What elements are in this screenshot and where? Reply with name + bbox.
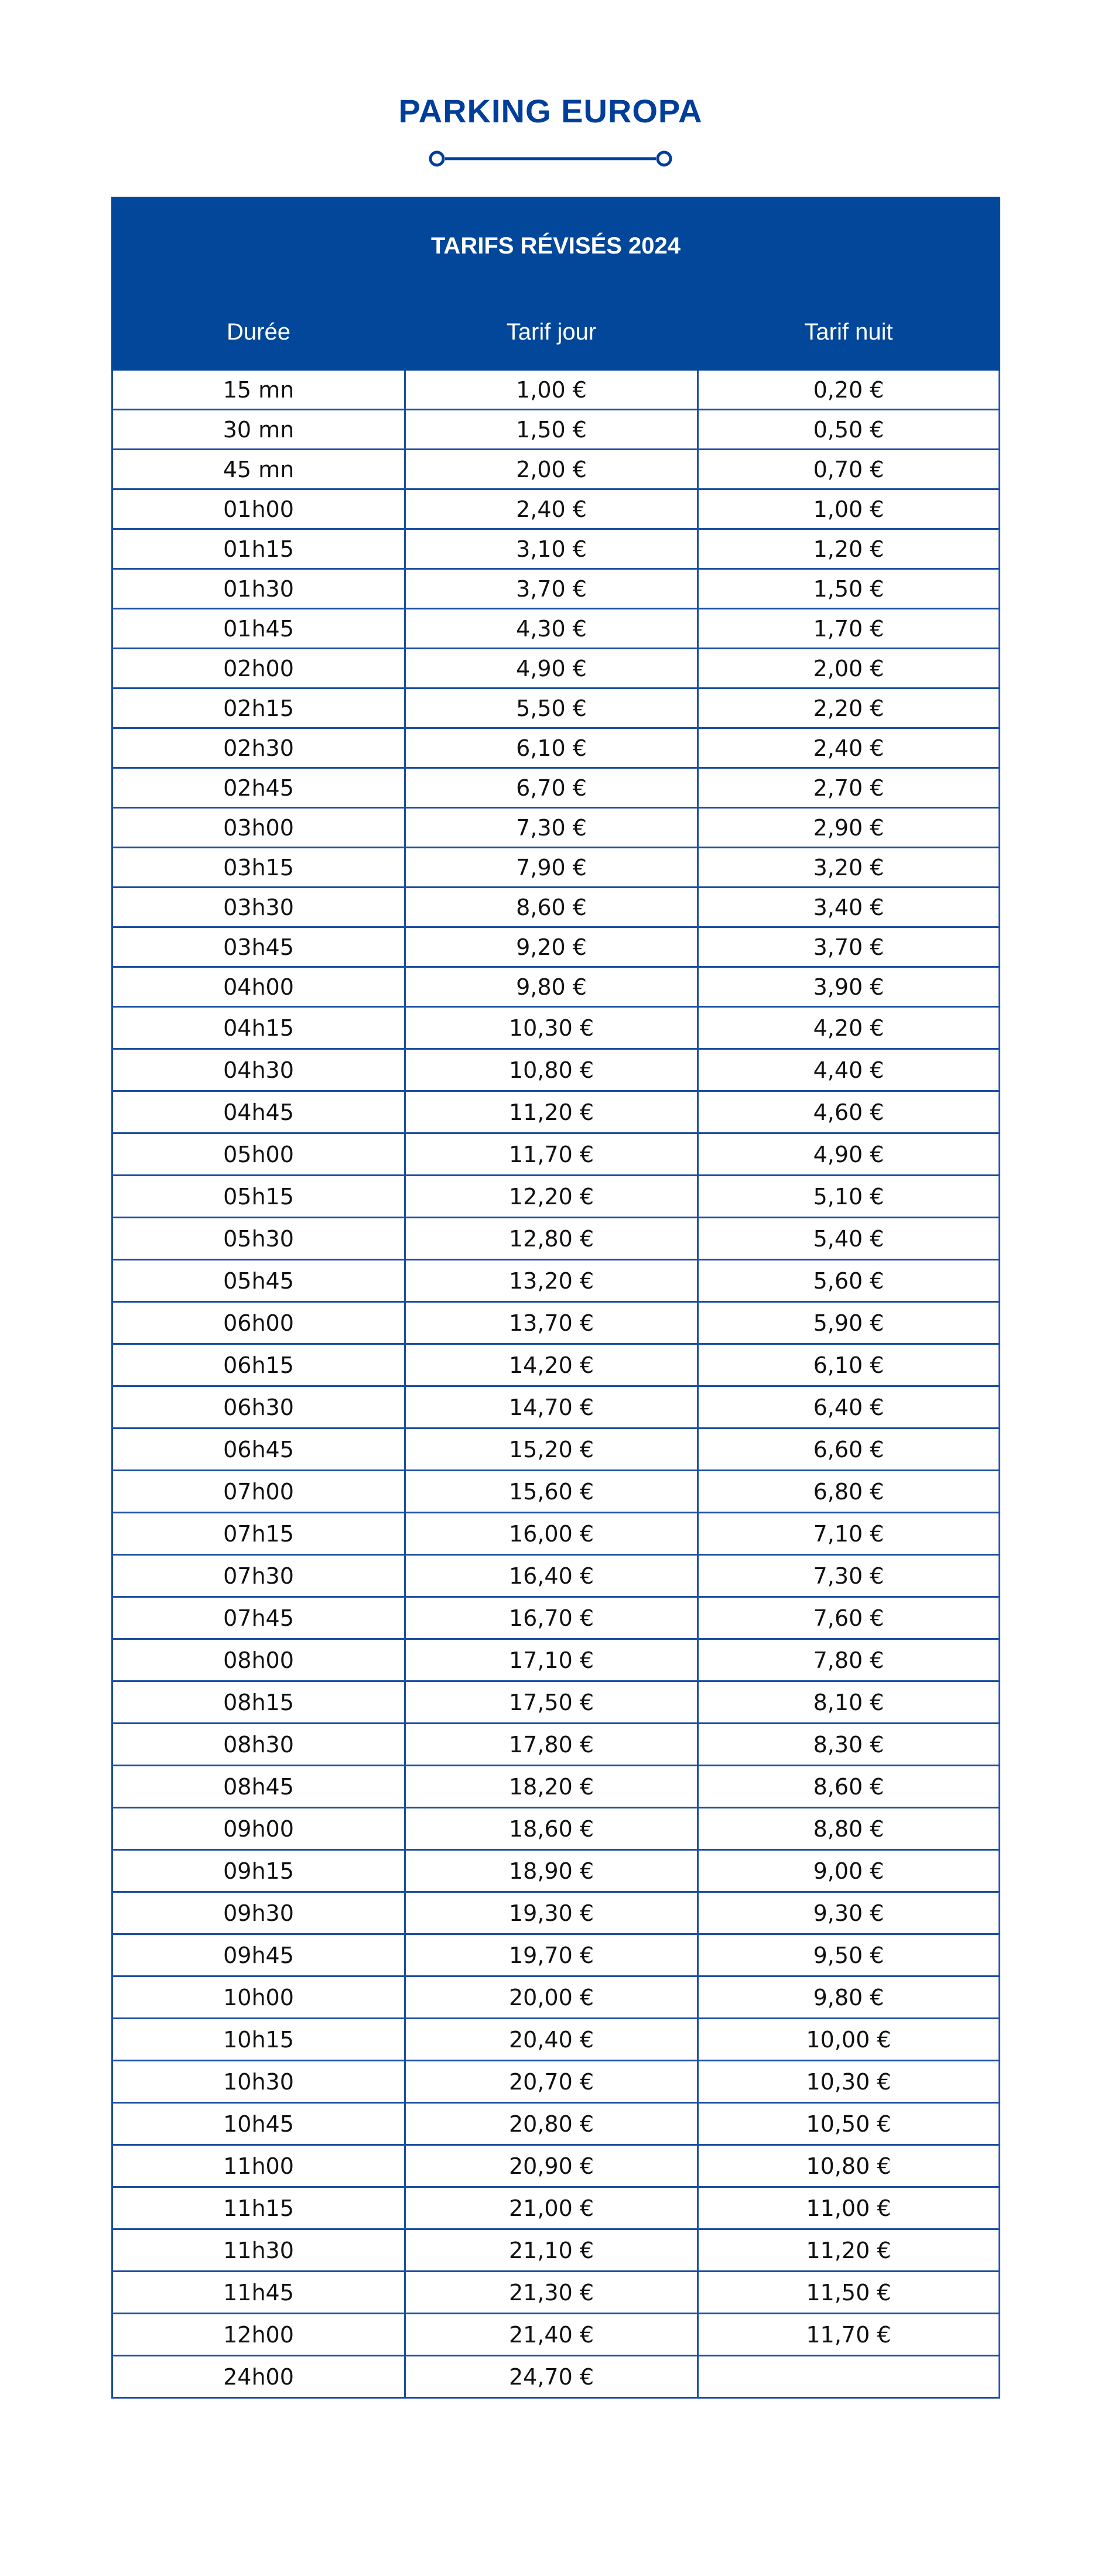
night-rate-cell: 6,60 €	[698, 1429, 1000, 1471]
tariff-table-wrapper	[111, 197, 999, 2399]
night-rate-cell: 11,20 €	[698, 2229, 1000, 2272]
table-row	[112, 1091, 1000, 1133]
duration-cell: 09h15	[112, 1850, 405, 1892]
night-rate-cell: 3,40 €	[698, 888, 1000, 927]
day-rate-cell: 13,20 €	[405, 1260, 698, 1302]
table-row	[112, 609, 1000, 649]
day-rate-cell: 17,10 €	[405, 1639, 698, 1681]
table-row	[112, 2145, 1000, 2187]
table-row	[112, 1260, 1000, 1302]
night-rate-cell: 4,40 €	[698, 1049, 1000, 1091]
title-divider	[428, 149, 673, 168]
duration-cell: 11h15	[112, 2187, 405, 2229]
duration-cell: 08h45	[112, 1766, 405, 1808]
night-rate-cell: 10,50 €	[698, 2103, 1000, 2145]
night-rate-cell: 7,60 €	[698, 1597, 1000, 1639]
duration-cell: 01h15	[112, 529, 405, 569]
night-rate-cell: 1,20 €	[698, 529, 1000, 569]
table-row	[112, 1302, 1000, 1344]
duration-cell: 10h30	[112, 2061, 405, 2103]
night-rate-cell: 1,70 €	[698, 609, 1000, 649]
duration-cell: 15 mn	[112, 370, 405, 410]
day-rate-cell: 17,50 €	[405, 1681, 698, 1724]
table-row	[112, 2103, 1000, 2145]
table-row	[112, 410, 1000, 450]
table-row	[112, 927, 1000, 967]
duration-cell: 10h45	[112, 2103, 405, 2145]
day-rate-cell: 20,70 €	[405, 2061, 698, 2103]
table-row	[112, 450, 1000, 489]
night-rate-cell: 1,00 €	[698, 489, 1000, 529]
day-rate-cell: 24,70 €	[405, 2356, 698, 2398]
day-rate-cell: 18,90 €	[405, 1850, 698, 1892]
column-header-tarif-jour: Tarif jour	[405, 294, 698, 370]
day-rate-cell: 14,70 €	[405, 1386, 698, 1429]
day-rate-cell: 3,10 €	[405, 529, 698, 569]
duration-cell: 45 mn	[112, 450, 405, 489]
day-rate-cell: 19,30 €	[405, 1892, 698, 1934]
day-rate-cell: 11,20 €	[405, 1091, 698, 1133]
night-rate-cell	[698, 2356, 1000, 2398]
table-row	[112, 370, 1000, 410]
table-row	[112, 967, 1000, 1007]
day-rate-cell: 10,30 €	[405, 1007, 698, 1049]
day-rate-cell: 20,40 €	[405, 2019, 698, 2061]
table-row	[112, 2061, 1000, 2103]
duration-cell: 04h15	[112, 1007, 405, 1049]
night-rate-cell: 10,80 €	[698, 2145, 1000, 2187]
duration-cell: 04h45	[112, 1091, 405, 1133]
day-rate-cell: 9,80 €	[405, 967, 698, 1007]
day-rate-cell: 7,90 €	[405, 848, 698, 888]
night-rate-cell: 3,20 €	[698, 848, 1000, 888]
day-rate-cell: 16,70 €	[405, 1597, 698, 1639]
night-rate-cell: 8,10 €	[698, 1681, 1000, 1724]
duration-cell: 02h45	[112, 768, 405, 808]
duration-cell: 08h30	[112, 1724, 405, 1766]
day-rate-cell: 12,80 €	[405, 1218, 698, 1260]
day-rate-cell: 6,10 €	[405, 728, 698, 768]
night-rate-cell: 11,00 €	[698, 2187, 1000, 2229]
table-row	[112, 569, 1000, 609]
duration-cell: 11h45	[112, 2272, 405, 2314]
duration-cell: 02h30	[112, 728, 405, 768]
night-rate-cell: 11,50 €	[698, 2272, 1000, 2314]
table-row	[112, 1429, 1000, 1471]
table-row	[112, 529, 1000, 569]
night-rate-cell: 4,90 €	[698, 1133, 1000, 1176]
day-rate-cell: 16,40 €	[405, 1555, 698, 1597]
day-rate-cell: 11,70 €	[405, 1133, 698, 1176]
day-rate-cell: 4,90 €	[405, 649, 698, 688]
table-row	[112, 1049, 1000, 1091]
duration-cell: 07h00	[112, 1471, 405, 1513]
day-rate-cell: 9,20 €	[405, 927, 698, 967]
night-rate-cell: 5,10 €	[698, 1176, 1000, 1218]
duration-cell: 01h30	[112, 569, 405, 609]
table-row	[112, 1386, 1000, 1429]
day-rate-cell: 17,80 €	[405, 1724, 698, 1766]
day-rate-cell: 15,60 €	[405, 1471, 698, 1513]
table-row	[112, 1724, 1000, 1766]
day-rate-cell: 19,70 €	[405, 1934, 698, 1976]
night-rate-cell: 6,40 €	[698, 1386, 1000, 1429]
duration-cell: 24h00	[112, 2356, 405, 2398]
night-rate-cell: 5,60 €	[698, 1260, 1000, 1302]
day-rate-cell: 8,60 €	[405, 888, 698, 927]
night-rate-cell: 9,30 €	[698, 1892, 1000, 1934]
table-row	[112, 2272, 1000, 2314]
column-header-duree: Durée	[112, 294, 405, 370]
duration-cell: 02h00	[112, 649, 405, 688]
night-rate-cell: 7,30 €	[698, 1555, 1000, 1597]
night-rate-cell: 7,10 €	[698, 1513, 1000, 1555]
night-rate-cell: 10,00 €	[698, 2019, 1000, 2061]
table-row	[112, 1892, 1000, 1934]
duration-cell: 05h00	[112, 1133, 405, 1176]
night-rate-cell: 10,30 €	[698, 2061, 1000, 2103]
day-rate-cell: 21,30 €	[405, 2272, 698, 2314]
night-rate-cell: 1,50 €	[698, 569, 1000, 609]
night-rate-cell: 2,20 €	[698, 688, 1000, 728]
table-row	[112, 2187, 1000, 2229]
day-rate-cell: 20,00 €	[405, 1976, 698, 2019]
duration-cell: 30 mn	[112, 410, 405, 450]
column-header-row	[112, 294, 1000, 370]
table-row	[112, 1218, 1000, 1260]
day-rate-cell: 1,00 €	[405, 370, 698, 410]
table-row	[112, 2229, 1000, 2272]
table-row	[112, 1639, 1000, 1681]
night-rate-cell: 0,50 €	[698, 410, 1000, 450]
duration-cell: 06h00	[112, 1302, 405, 1344]
night-rate-cell: 2,00 €	[698, 649, 1000, 688]
duration-cell: 06h45	[112, 1429, 405, 1471]
day-rate-cell: 18,60 €	[405, 1808, 698, 1850]
night-rate-cell: 8,80 €	[698, 1808, 1000, 1850]
day-rate-cell: 2,40 €	[405, 489, 698, 529]
table-row	[112, 688, 1000, 728]
duration-cell: 04h00	[112, 967, 405, 1007]
duration-cell: 05h45	[112, 1260, 405, 1302]
day-rate-cell: 16,00 €	[405, 1513, 698, 1555]
duration-cell: 01h00	[112, 489, 405, 529]
day-rate-cell: 21,00 €	[405, 2187, 698, 2229]
duration-cell: 08h00	[112, 1639, 405, 1681]
night-rate-cell: 2,90 €	[698, 808, 1000, 848]
day-rate-cell: 14,20 €	[405, 1344, 698, 1386]
table-row	[112, 1471, 1000, 1513]
night-rate-cell: 5,40 €	[698, 1218, 1000, 1260]
day-rate-cell: 20,80 €	[405, 2103, 698, 2145]
table-row	[112, 1133, 1000, 1176]
table-row	[112, 728, 1000, 768]
table-row	[112, 1555, 1000, 1597]
night-rate-cell: 8,30 €	[698, 1724, 1000, 1766]
table-row	[112, 808, 1000, 848]
night-rate-cell: 5,90 €	[698, 1302, 1000, 1344]
day-rate-cell: 20,90 €	[405, 2145, 698, 2187]
table-row	[112, 1681, 1000, 1724]
duration-cell: 02h15	[112, 688, 405, 728]
table-row	[112, 1176, 1000, 1218]
duration-cell: 08h15	[112, 1681, 405, 1724]
tariff-table-body	[112, 370, 1000, 2398]
table-row	[112, 1934, 1000, 1976]
duration-cell: 03h00	[112, 808, 405, 848]
night-rate-cell: 9,80 €	[698, 1976, 1000, 2019]
night-rate-cell: 8,60 €	[698, 1766, 1000, 1808]
page-title: PARKING EUROPA	[398, 93, 703, 129]
duration-cell: 07h30	[112, 1555, 405, 1597]
duration-cell: 11h00	[112, 2145, 405, 2187]
table-row	[112, 2019, 1000, 2061]
duration-cell: 01h45	[112, 609, 405, 649]
duration-cell: 07h15	[112, 1513, 405, 1555]
table-row	[112, 1808, 1000, 1850]
night-rate-cell: 3,90 €	[698, 967, 1000, 1007]
night-rate-cell: 9,50 €	[698, 1934, 1000, 1976]
day-rate-cell: 13,70 €	[405, 1302, 698, 1344]
column-header-tarif-nuit: Tarif nuit	[698, 294, 1000, 370]
table-row	[112, 1976, 1000, 2019]
duration-cell: 06h30	[112, 1386, 405, 1429]
night-rate-cell: 0,20 €	[698, 370, 1000, 410]
table-row	[112, 1007, 1000, 1049]
duration-cell: 06h15	[112, 1344, 405, 1386]
day-rate-cell: 7,30 €	[405, 808, 698, 848]
table-caption: TARIFS RÉVISÉS 2024	[112, 198, 1000, 294]
table-row	[112, 1850, 1000, 1892]
night-rate-cell: 4,60 €	[698, 1091, 1000, 1133]
table-row	[112, 649, 1000, 688]
duration-cell: 03h15	[112, 848, 405, 888]
day-rate-cell: 3,70 €	[405, 569, 698, 609]
day-rate-cell: 2,00 €	[405, 450, 698, 489]
night-rate-cell: 4,20 €	[698, 1007, 1000, 1049]
duration-cell: 12h00	[112, 2314, 405, 2356]
duration-cell: 10h00	[112, 1976, 405, 2019]
duration-cell: 03h45	[112, 927, 405, 967]
table-row	[112, 848, 1000, 888]
day-rate-cell: 4,30 €	[405, 609, 698, 649]
table-row	[112, 1513, 1000, 1555]
night-rate-cell: 6,80 €	[698, 1471, 1000, 1513]
night-rate-cell: 2,40 €	[698, 728, 1000, 768]
duration-cell: 09h45	[112, 1934, 405, 1976]
day-rate-cell: 6,70 €	[405, 768, 698, 808]
day-rate-cell: 15,20 €	[405, 1429, 698, 1471]
day-rate-cell: 18,20 €	[405, 1766, 698, 1808]
table-row	[112, 1766, 1000, 1808]
duration-cell: 05h30	[112, 1218, 405, 1260]
day-rate-cell: 21,10 €	[405, 2229, 698, 2272]
table-row	[112, 2356, 1000, 2398]
tariff-table	[111, 197, 1000, 2399]
table-row	[112, 888, 1000, 927]
day-rate-cell: 5,50 €	[405, 688, 698, 728]
duration-cell: 07h45	[112, 1597, 405, 1639]
table-row	[112, 489, 1000, 529]
night-rate-cell: 0,70 €	[698, 450, 1000, 489]
table-row	[112, 768, 1000, 808]
duration-cell: 09h30	[112, 1892, 405, 1934]
table-row	[112, 2314, 1000, 2356]
night-rate-cell: 7,80 €	[698, 1639, 1000, 1681]
day-rate-cell: 12,20 €	[405, 1176, 698, 1218]
night-rate-cell: 6,10 €	[698, 1344, 1000, 1386]
day-rate-cell: 10,80 €	[405, 1049, 698, 1091]
duration-cell: 09h00	[112, 1808, 405, 1850]
night-rate-cell: 2,70 €	[698, 768, 1000, 808]
day-rate-cell: 21,40 €	[405, 2314, 698, 2356]
night-rate-cell: 9,00 €	[698, 1850, 1000, 1892]
night-rate-cell: 11,70 €	[698, 2314, 1000, 2356]
night-rate-cell: 3,70 €	[698, 927, 1000, 967]
duration-cell: 11h30	[112, 2229, 405, 2272]
table-row	[112, 1344, 1000, 1386]
table-row	[112, 1597, 1000, 1639]
duration-cell: 10h15	[112, 2019, 405, 2061]
duration-cell: 03h30	[112, 888, 405, 927]
duration-cell: 04h30	[112, 1049, 405, 1091]
day-rate-cell: 1,50 €	[405, 410, 698, 450]
duration-cell: 05h15	[112, 1176, 405, 1218]
